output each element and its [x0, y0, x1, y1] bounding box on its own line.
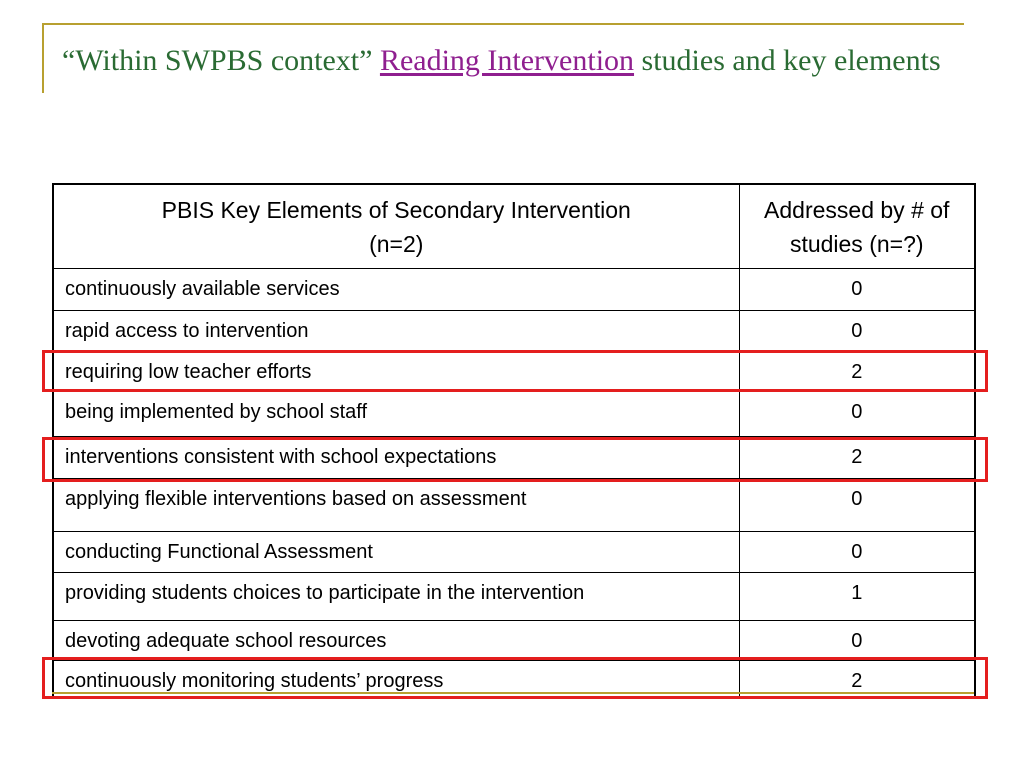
row-element: providing students choices to participate in the intervention: [53, 572, 739, 620]
title-link-reading-intervention[interactable]: Reading Intervention: [379, 44, 635, 77]
row-element: interventions consistent with school expectations: [53, 436, 739, 478]
header-key-elements-line2: (n=2): [369, 231, 424, 257]
table-row: [53, 436, 975, 478]
row-count: 1: [739, 572, 975, 620]
row-element: conducting Functional Assessment: [53, 531, 739, 572]
row-element: continuously available services: [53, 268, 739, 310]
slide-title: [62, 38, 962, 84]
table-row: [53, 268, 975, 310]
row-count: 2: [739, 660, 975, 698]
key-elements-table: [52, 183, 976, 699]
left-rule: [42, 23, 44, 93]
title-quote: “Within SWPBS context”: [62, 44, 373, 77]
header-addressed-by: Addressed by # of studies (n=?): [739, 184, 975, 268]
table-row: [53, 310, 975, 351]
header-key-elements-line1: PBIS Key Elements of Secondary Intervention: [161, 197, 631, 223]
table-row: [53, 351, 975, 391]
top-rule: [42, 23, 964, 25]
row-count: 0: [739, 310, 975, 351]
table-row: [53, 620, 975, 660]
table-row: [53, 572, 975, 620]
row-element: rapid access to intervention: [53, 310, 739, 351]
row-element: continuously monitoring students’ progress: [53, 660, 739, 698]
row-count: 2: [739, 351, 975, 391]
row-count: 0: [739, 268, 975, 310]
row-count: 0: [739, 620, 975, 660]
row-element: requiring low teacher efforts: [53, 351, 739, 391]
row-element: devoting adequate school resources: [53, 620, 739, 660]
title-rest: studies and key elements: [641, 44, 941, 77]
row-count: 0: [739, 478, 975, 531]
table-row: [53, 391, 975, 436]
header-key-elements: [53, 184, 739, 268]
bottom-rule: [52, 692, 974, 694]
table-row: [53, 478, 975, 531]
row-element: applying flexible interventions based on assessment: [53, 478, 739, 531]
row-element: being implemented by school staff: [53, 391, 739, 436]
table-header-row: [53, 184, 975, 268]
row-count: 0: [739, 391, 975, 436]
row-count: 0: [739, 531, 975, 572]
row-count: 2: [739, 436, 975, 478]
table-row: [53, 531, 975, 572]
